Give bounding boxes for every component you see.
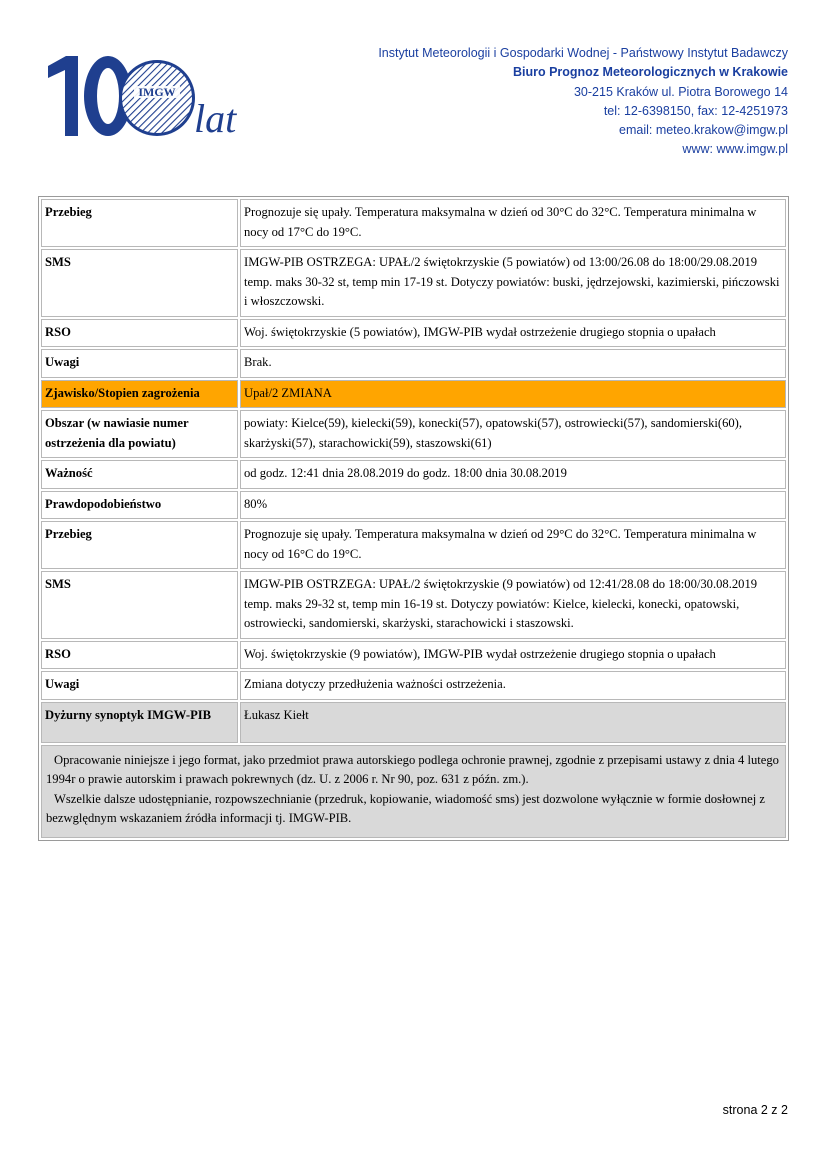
- logo-letters: IMGW: [138, 85, 176, 99]
- email: email: meteo.krakow@imgw.pl: [619, 123, 788, 138]
- row-label: Zjawisko/Stopien zagrożenia: [41, 380, 238, 409]
- table-row: [41, 349, 786, 378]
- institute-header: [378, 44, 788, 160]
- row-value: Woj. świętokrzyskie (9 powiatów), IMGW-PIB wydał ostrzeżenie drugiego stopnia o upałach: [240, 641, 786, 670]
- table-row: [41, 460, 786, 489]
- row-label: Uwagi: [41, 349, 238, 378]
- row-value: Prognozuje się upały. Temperatura maksymalna w dzień od 29°C do 32°C. Temperatura minimalna w nocy od 16°C do 19°C.: [240, 521, 786, 569]
- row-value: powiaty: Kielce(59), kielecki(59), konecki(57), opatowski(57), ostrowiecki(57), sandomierski(60), skarżyski(57), starachowicki(59), staszowski(61): [240, 410, 786, 458]
- row-label: Obszar (w nawiasie numer ostrzeżenia dla powiatu): [41, 410, 238, 458]
- row-label: Uwagi: [41, 671, 238, 700]
- row-label: Prawdopodobieństwo: [41, 491, 238, 520]
- address: 30-215 Kraków ul. Piotra Borowego 14: [573, 84, 788, 99]
- phone-fax: tel: 12-6398150, fax: 12-4251973: [603, 103, 788, 118]
- row-value: Zmiana dotyczy przedłużenia ważności ostrzeżenia.: [240, 671, 786, 700]
- row-label: Dyżurny synoptyk IMGW-PIB: [41, 702, 238, 743]
- row-label: Przebieg: [41, 521, 238, 569]
- table-row: [41, 491, 786, 520]
- table-row-forecaster: [41, 702, 786, 743]
- row-value: Woj. świętokrzyskie (5 powiatów), IMGW-PIB wydał ostrzeżenie drugiego stopnia o upałach: [240, 319, 786, 348]
- row-value: Łukasz Kiełt: [240, 702, 786, 743]
- website: www: www.imgw.pl: [682, 142, 788, 157]
- imgw-100-lat-logo: [44, 52, 249, 140]
- logo-lat-text: lat: [194, 96, 237, 140]
- table-row: [41, 199, 786, 247]
- logo-graphic: [44, 52, 249, 140]
- row-value: Brak.: [240, 349, 786, 378]
- table-row: [41, 571, 786, 639]
- table-row: [41, 249, 786, 317]
- table-row: [41, 671, 786, 700]
- row-value: od godz. 12:41 dnia 28.08.2019 do godz. 18:00 dnia 30.08.2019: [240, 460, 786, 489]
- row-value: IMGW-PIB OSTRZEGA: UPAŁ/2 świętokrzyskie (9 powiatów) od 12:41/28.08 do 18:00/30.08.2019 temp. maks 29-32 st, temp min 16-19 st. Dotyczy powiatów: Kielce, kielecki, konecki, opatowski, ostrowiecki, sandomierski, skarżyski, starachowicki i staszowski.: [240, 571, 786, 639]
- page-number: strona 2 z 2: [722, 1103, 788, 1117]
- row-label: SMS: [41, 571, 238, 639]
- row-label: Ważność: [41, 460, 238, 489]
- row-value: Upał/2 ZMIANA: [240, 380, 786, 409]
- row-label: SMS: [41, 249, 238, 317]
- table-row-highlighted: [41, 380, 786, 409]
- row-label: RSO: [41, 641, 238, 670]
- warning-table: [38, 196, 789, 841]
- row-label: RSO: [41, 319, 238, 348]
- copyright-paragraph: Opracowanie niniejsze i jego format, jako przedmiot prawa autorskiego podlega ochronie prawnej, zgodnie z przepisami ustawy z dnia 4 lutego 1994r o prawie autorskim i prawach pokrewnych (dz. U. z 2006 r. Nr 90, poz. 631 z późn. zm.).: [46, 752, 779, 786]
- row-value: 80%: [240, 491, 786, 520]
- row-value: IMGW-PIB OSTRZEGA: UPAŁ/2 świętokrzyskie (5 powiatów) od 13:00/26.08 do 18:00/29.08.2019 temp. maks 30-32 st, temp min 17-19 st. Dotyczy powiatów: buski, jędrzejowski, kazimierski, pińczowski i włoszczowski.: [240, 249, 786, 317]
- copyright-note: [41, 745, 786, 838]
- table-row: [41, 319, 786, 348]
- table-row: [41, 410, 786, 458]
- table-row: [41, 641, 786, 670]
- table-row: [41, 521, 786, 569]
- distribution-paragraph: Wszelkie dalsze udostępnianie, rozpowszechnianie (przedruk, kopiowanie, wiadomość sms) jest dozwolone wyłącznie w formie dosłownej z bezwględnym wskazaniem źródła informacji tj. IMGW-PIB.: [46, 791, 765, 825]
- row-value: Prognozuje się upały. Temperatura maksymalna w dzień od 30°C do 32°C. Temperatura minimalna w nocy od 17°C do 19°C.: [240, 199, 786, 247]
- institute-name: Instytut Meteorologii i Gospodarki Wodnej - Państwowy Instytut Badawczy: [378, 46, 788, 60]
- row-label: Przebieg: [41, 199, 238, 247]
- copyright-row: [41, 745, 786, 838]
- office-name: Biuro Prognoz Meteorologicznych w Krakowie: [512, 65, 788, 80]
